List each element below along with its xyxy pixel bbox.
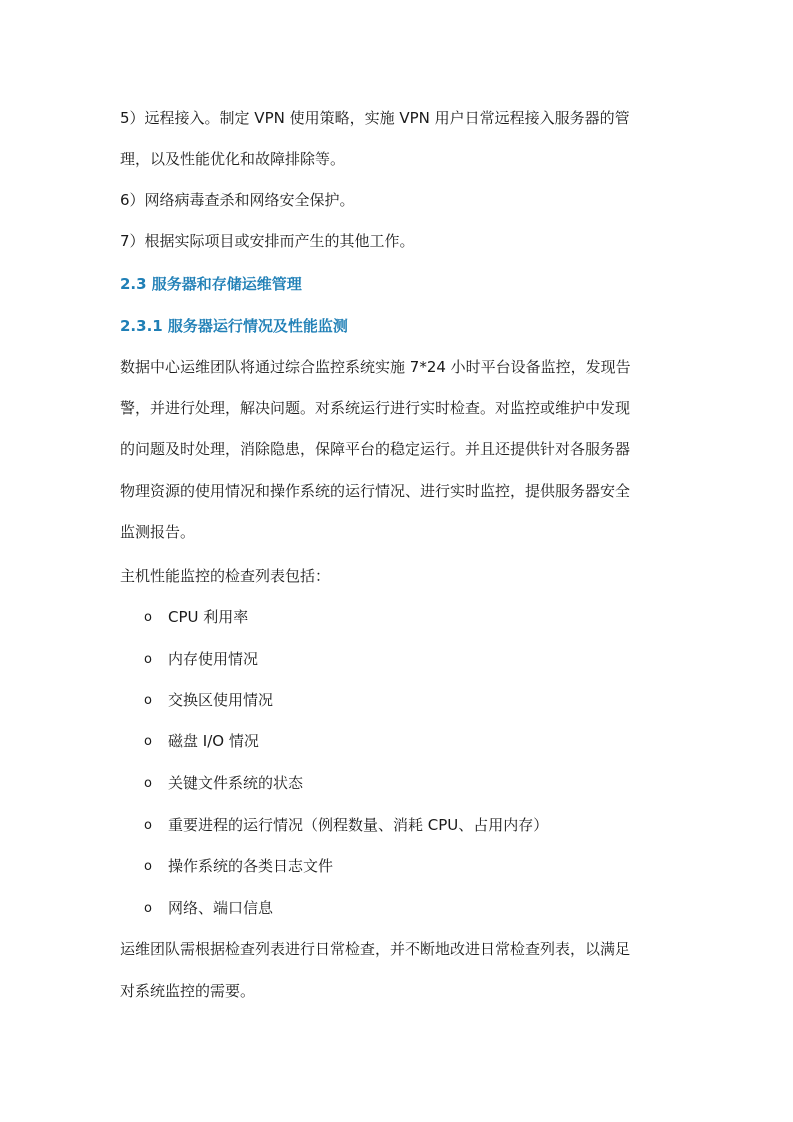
closing-line: 对系统监控的需要。	[120, 982, 256, 1000]
checklist-item: 交换区使用情况	[168, 691, 274, 709]
closing-line: 运维团队需根据检查列表进行日常检查，并不断地改进日常检查列表，以满足	[120, 940, 631, 958]
intro-line: 监测报告。	[120, 523, 196, 541]
bullet-marker: o	[144, 652, 152, 667]
checklist-item: 关键文件系统的状态	[168, 774, 304, 792]
paragraph-line: 6）网络病毒查杀和网络安全保护。	[120, 191, 355, 209]
subsection-heading: 2.3.1 服务器运行情况及性能监测	[120, 317, 348, 335]
intro-line: 物理资源的使用情况和操作系统的运行情况、进行实时监控，提供服务器安全	[120, 482, 631, 500]
paragraph-line: 5）远程接入。制定 VPN 使用策略，实施 VPN 用户日常远程接入服务器的管	[120, 109, 630, 127]
checklist-item: 内存使用情况	[168, 650, 259, 668]
intro-line: 警，并进行处理，解决问题。对系统运行进行实时检查。对监控或维护中发现	[120, 399, 631, 417]
bullet-marker: o	[144, 693, 152, 708]
intro-line: 数据中心运维团队将通过综合监控系统实施 7*24 小时平台设备监控，发现告	[120, 358, 631, 376]
bullet-marker: o	[144, 734, 152, 749]
intro-line: 的问题及时处理，消除隐患，保障平台的稳定运行。并且还提供针对各服务器	[120, 440, 631, 458]
bullet-marker: o	[144, 610, 152, 625]
checklist-item: 网络、端口信息	[168, 899, 274, 917]
list-intro: 主机性能监控的检查列表包括：	[120, 567, 331, 585]
bullet-marker: o	[144, 776, 152, 791]
section-heading: 2.3 服务器和存储运维管理	[120, 275, 302, 293]
checklist-item: 重要进程的运行情况（例程数量、消耗 CPU、占用内存）	[168, 816, 549, 834]
checklist-item: 操作系统的各类日志文件	[168, 857, 334, 875]
checklist-item: 磁盘 I/O 情况	[168, 732, 259, 750]
paragraph-line: 理，以及性能优化和故障排除等。	[120, 150, 346, 168]
bullet-marker: o	[144, 818, 152, 833]
bullet-marker: o	[144, 901, 152, 916]
checklist-item: CPU 利用率	[168, 608, 249, 626]
paragraph-line: 7）根据实际项目或安排而产生的其他工作。	[120, 232, 415, 250]
bullet-marker: o	[144, 859, 152, 874]
